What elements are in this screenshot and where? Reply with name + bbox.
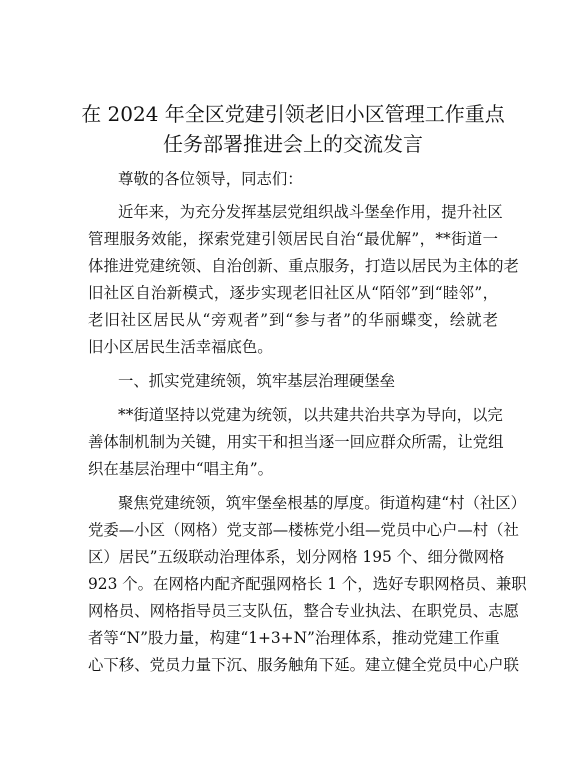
paragraph-3-line: 心下移、党员力量下沉、服务触角下延。建立健全党员中心户联 (88, 656, 519, 674)
paragraph-1-line: 体推进党建统领、自治创新、重点服务，打造以居民为主体的老 (88, 257, 519, 275)
paragraph-3-line: 923 个。在网格内配齐配强网格长 1 个，选好专职网格员、兼职 (88, 575, 527, 593)
paragraph-1-line: 管理服务效能，探索党建引领居民自治“最优解”，**街道一 (88, 230, 498, 248)
paragraph-1-line: 近年来，为充分发挥基层党组织战斗堡垒作用，提升社区 (118, 203, 503, 221)
paragraph-2-line: 善体制机制为关键，用实干和担当逐一回应群众所需，让党组 (88, 433, 504, 451)
document-title-line-2: 任务部署推进会上的交流发言 (163, 132, 423, 156)
section-heading: 一、抓实党建统领，筑牢基层治理硬堡垒 (118, 372, 396, 390)
paragraph-3-line: 区）居民”五级联动治理体系，划分网格 195 个、细分微网格 (88, 548, 505, 566)
paragraph-1-line: 旧社区自治新模式，逐步实现老旧社区从“陌邻”到“睦邻”， (88, 284, 498, 302)
document-title-line-1: 在 2024 年全区党建引领老旧小区管理工作重点 (81, 102, 505, 126)
paragraph-3-line: 聚焦党建统领，筑牢堡垒根基的厚度。街道构建“村（社区） (118, 494, 527, 512)
paragraph-2-line: 织在基层治理中“唱主角”。 (88, 460, 274, 478)
paragraph-2-line: **街道坚持以党建为统领，以共建共治共享为导向，以完 (118, 406, 503, 424)
paragraph-3-line: 党委—小区（网格）党支部—楼栋党小组—党员中心户—村（社 (88, 521, 519, 539)
salutation: 尊敬的各位领导，同志们： (118, 170, 303, 188)
paragraph-3-line: 网格员、网格指导员三支队伍，整合专业执法、在职党员、志愿 (88, 602, 519, 620)
paragraph-1-line: 旧小区居民生活幸福底色。 (88, 338, 273, 356)
paragraph-1-line: 老旧社区居民从“旁观者”到“参与者”的华丽蝶变，绘就老 (88, 311, 498, 329)
paragraph-3-line: 者等“N”股力量，构建“1+3+N”治理体系，推动党建工作重 (88, 629, 500, 647)
